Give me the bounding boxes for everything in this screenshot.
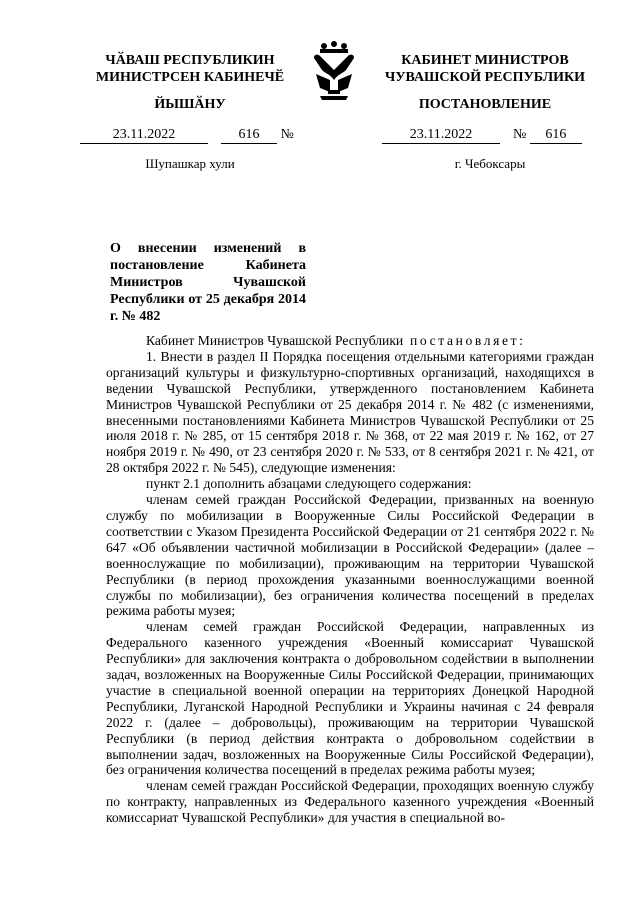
paragraph-2: пункт 2.1 дополнить абзацами следующего содержания: <box>146 476 472 492</box>
paragraph-3: членам семей граждан Российской Федерации, призванных на военную службу по мобилизации в Вооруженные Силы Российской Федерации в соответствии с Указом Президента Российской Федерации от 21 сентября 2022 г. № 647 «Об объявлении частичной мобилизации в Российской Федерации» (далее – военнослужащие по мобилизации), проживающим на территории Чувашской Республики (в период прохождения указанными военнослужащими военной службы по мобилизации), без ограничения количества посещений в пределах режима работы музея; <box>106 492 594 619</box>
intro-prefix: Кабинет Министров Чувашской Республики <box>146 333 404 348</box>
header-right-line1: КАБИНЕТ МИНИСТРОВ <box>401 53 569 68</box>
date-number-right <box>382 127 582 144</box>
date-number-left <box>80 127 294 144</box>
doc-type-right: ПОСТАНОВЛЕНИЕ <box>418 97 552 112</box>
number-right: 616 <box>530 127 582 144</box>
paragraph-5: членам семей граждан Российской Федерации, проходящих военную службу по контракту, направленных из Федерального казенного учреждения «Военный комиссариат Чувашской Республики» для участия в специальной во- <box>106 778 594 826</box>
header-left-org <box>80 52 300 86</box>
number-sign-left: № <box>280 127 294 142</box>
doc-type-left: ЙЫШӐНУ <box>154 97 226 112</box>
document-body <box>106 333 594 826</box>
intro-verb: постановляет: <box>410 333 526 348</box>
paragraph-4: членам семей граждан Российской Федерации, направленных из Федерального казенного учреждения «Военный комиссариат Чувашской Республики» для заключения контракта о добровольном содействии в выполнении задач, возложенных на Вооруженные Силы Российской Федерации, принимающих участие в специальной военной операции на территориях Донецкой Народной Республики, Луганской Народной Республики и Украины начиная с 24 февраля 2022 г. (далее – добровольцы), проживающим на территории Чувашской Республики (в период действия контракта о добровольном содействии в выполнении задач, возложенных на Вооруженные Силы Российской Федерации), без ограничения количества посещений в пределах режима работы музея; <box>106 619 594 778</box>
intro-paragraph <box>106 333 594 349</box>
document-title: О внесении изменений в постановление Кабинета Министров Чувашской Республики от 25 декабря 2014 г. № 482 <box>110 241 306 324</box>
number-left: 616 <box>221 127 277 144</box>
city-left: Шупашкар хули <box>145 156 235 171</box>
number-sign-right: № <box>513 127 527 142</box>
paragraph-1: 1. Внести в раздел II Порядка посещения отдельными категориями граждан организаций культуры и физкультурно-спортивных организаций, находящихся в ведении Чувашской Республики, утвержденного постановлением Кабинета Министров Чувашской Республики от 25 декабря 2014 г. № 482 (с изменениями, внесенными постановлениями Кабинета Министров Чувашской Республики от 25 июля 2018 г. № 285, от 15 сентября 2018 г. № 368, от 22 мая 2019 г. № 162, от 27 ноября 2019 г. № 490, от 23 сентября 2020 г. № 533, от 8 сентября 2021 г. № 421, от 28 октября 2022 г. № 545), следующие изменения: <box>106 348 594 476</box>
header-right-line2: ЧУВАШСКОЙ РЕСПУБЛИКИ <box>384 70 586 85</box>
date-right: 23.11.2022 <box>382 127 500 144</box>
date-left: 23.11.2022 <box>80 127 208 144</box>
chuvash-emblem-icon <box>306 40 362 102</box>
header-left-line1: ЧӐВАШ РЕСПУБЛИКИН <box>105 53 275 68</box>
header-left-line2: МИНИСТРСЕН КАБИНЕЧӖ <box>95 70 285 85</box>
header-right-org <box>370 52 600 86</box>
city-right: г. Чебоксары <box>454 156 526 171</box>
